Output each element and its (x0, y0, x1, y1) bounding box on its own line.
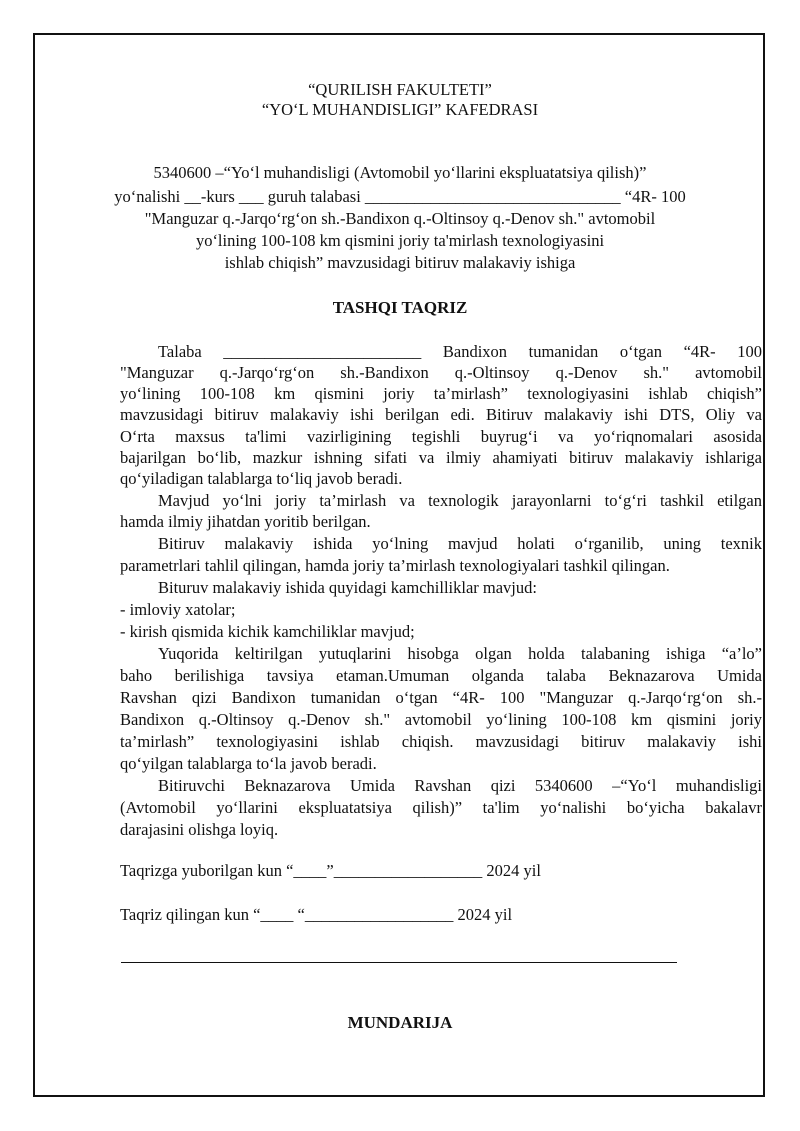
body-line: yo‘lining 100-108 km qismini joriy ta’mirlash” texnologiyasini ishlab chiqish” (120, 384, 762, 403)
body-line: baho berilishiga tavsiya etaman.Umuman olganda talaba Beknazarova Umida (120, 666, 762, 685)
intro-line-2: yo‘nalishi __-kurs ___ guruh talabasi _______________________________ “4R- 100 (114, 187, 686, 206)
body-line: - kirish qismida kichik kamchiliklar mavjud; (120, 622, 415, 641)
body-line: Mavjud yo‘lni joriy ta’mirlash va texnologik jarayonlarni to‘g‘ri tashkil etilgan (158, 491, 762, 510)
body-line: Bandixon q.-Oltinsoy q.-Denov sh." avtomobil yo‘lining 100-108 km qismini joriy (120, 710, 762, 729)
body-line: mavzusidagi bitiruv malakaviy ishi berilgan edi. Bitiruv malakaviy ishi DTS, Oliy va (120, 405, 762, 424)
body-line: Bituruv malakaviy ishida quyidagi kamchilliklar mavjud: (158, 578, 537, 597)
body-line: ta’mirlash” texnologiyasini ishlab chiqish. mavzusidagi bitiruv malakaviy ishi (120, 732, 762, 751)
body-line: (Avtomobil yo‘llarini ekspluatatsiya qilish)” ta'lim yo‘nalishi bo‘yicha bakalavr (120, 798, 762, 817)
body-line: qo‘yilgan talablarga to‘la javob beradi. (120, 754, 377, 773)
body-line: - imloviy xatolar; (120, 600, 236, 619)
body-line: Talaba ________________________ Bandixon tumanidan o‘tgan “4R- 100 (158, 342, 762, 361)
body-line: parametrlari tahlil qilingan, hamda joriy ta’mirlash texnologiyalari tashkil qilingan. (120, 556, 670, 575)
body-line: darajasini olishga loyiq. (120, 820, 279, 839)
body-line: qo‘yiladigan talablarga to‘liq javob beradi. (120, 469, 403, 488)
body-line: hamda ilmiy jihatdan yoritib berilgan. (120, 512, 371, 531)
body-line: Yuqorida keltirilgan yutuqlarini hisobga olgan holda talabaning ishiga “a’lo” (158, 644, 762, 663)
intro-line-4: yo‘lining 100-108 km qismini joriy ta'mirlash texnologiyasini (195, 231, 605, 250)
intro-line-1: 5340600 –“Yo‘l muhandisligi (Avtomobil yo‘llarini ekspluatatsiya qilish)” (153, 163, 647, 182)
body-line: O‘rta maxsus ta'limi vazirligining tegishli buyrug‘i va yo‘riqnomalari asosida (120, 427, 762, 446)
faculty-title: “QURILISH FAKULTETI” (308, 80, 492, 99)
body-line: Ravshan qizi Bandixon tumanidan o‘tgan “4R- 100 "Manguzar q.-Jarqo‘rg‘on sh.- (120, 688, 762, 707)
review-title: TASHQI TAQRIZ (332, 298, 468, 317)
sent-date-field: Taqrizga yuborilgan kun “____”__________________ 2024 yil (120, 861, 541, 880)
body-line: bajarilgan bo‘lib, mazkur ishning sifati va ilmiy ahamiyati bitiruv malakaviy ishlariga (120, 448, 762, 467)
intro-line-5: ishlab chiqish” mavzusidagi bitiruv malakaviy ishiga (224, 253, 576, 272)
review-date-field: Taqriz qilingan kun “____ “__________________ 2024 yil (120, 905, 513, 924)
contents-title: MUNDARIJA (347, 1013, 453, 1032)
body-line: "Manguzar q.-Jarqo‘rg‘on sh.-Bandixon q.-Oltinsoy q.-Denov sh." avtomobil (120, 363, 762, 382)
intro-line-3: "Manguzar q.-Jarqo‘rg‘on sh.-Bandixon q.-Oltinsoy q.-Denov sh." avtomobil (144, 209, 656, 228)
body-line: Bitiruvchi Beknazarova Umida Ravshan qizi 5340600 –“Yo‘l muhandisligi (158, 776, 762, 795)
signature-divider (121, 962, 677, 963)
body-line: Bitiruv malakaviy ishida yo‘lning mavjud holati o‘rganilib, uning texnik (158, 534, 762, 553)
department-title: “YO‘L MUHANDISLIGI” KAFEDRASI (261, 100, 539, 119)
